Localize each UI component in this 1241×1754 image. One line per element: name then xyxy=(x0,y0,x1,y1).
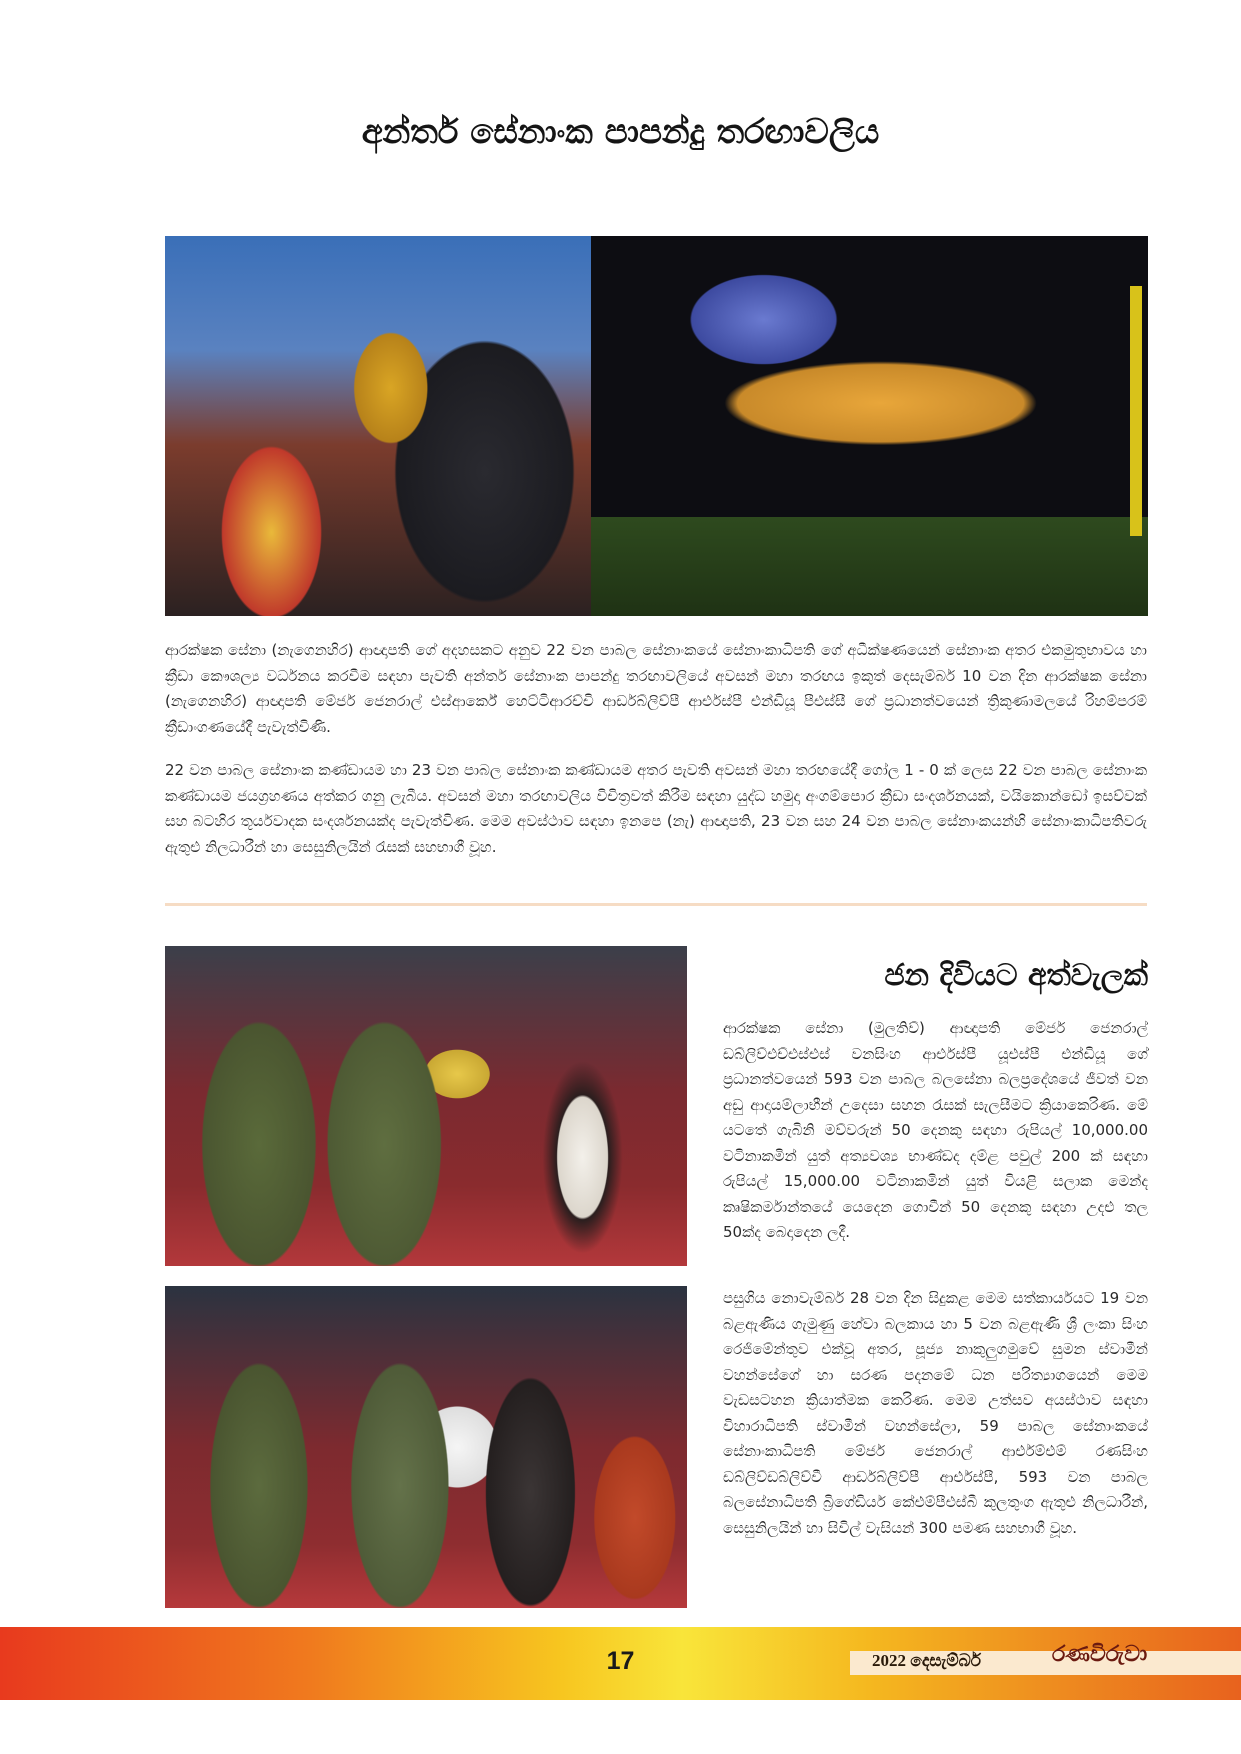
article1-title: අන්තර් සේනාංක පාපන්දු තරඟාවලිය xyxy=(361,112,880,152)
article1-paragraph-1: ආරක්ෂක සේනා (නැගෙනහිර) ආඥාපති ගේ අදහසකට අනුව 22 වන පාබල සේනාංකයේ සේනාංකාධිපති ගේ අධීක්ෂණයෙන් සේනාංක අතර එකමුතුභාවය හා ක්‍රීඩා කෞශල්‍ය වර්ධනය කරවීම සඳහා පැවති අන්තර් සේනාංක පාපන්දු තරඟාවලියේ අවසන් මහා තරඟය ඉකුත් දෙසැම්බර් 10 වන දින ආරක්ෂක සේනා (නැගෙනහිර) ආඥාපති මේජර් ජෙනරාල් එස්ආර්කේ හෙට්ටිආරච්චි ආර්ඩබ්ලිව්පී ආර්එස්පී එන්ඩියූ පීඑස්සී ගේ ප්‍රධානත්වයෙන් ත්‍රිකුණාමලයේ රිහම්පරම් ක්‍රීඩාංගණයේදී පැවැත්විණි. xyxy=(165,641,1147,736)
article2-title: ජන දිවියට අත්වැලක් xyxy=(884,958,1148,993)
article2-paragraph-2: පසුගිය නොවැම්බර් 28 වන දින සිදුකළ මෙම සත්කාර්යයට 19 වන බළඇණිය ගැමුණු හේවා බලකාය හා 5 වන බළඇණි ශ්‍රී ලංකා සිංහ රෙජිමේන්තුව එක්වූ අතර, පූජ්‍ය නාකුලුගමුවේ සුමන ස්වාමීන් වහන්සේගේ හා සරණ පදනමේ ධන පරිත්‍යාගයෙන් මෙම වැඩසටහන ක්‍රියාත්මක කෙරිණ. මෙම උත්සව අයස්ථාව සඳහා විහාරාධිපති ස්වාමීන් වහන්සේලා, 59 පාබල සේනාංකයේ සේනාංකාධිපති මේජර් ජෙනරාල් ආර්එම්එම් රණසිංහ ඩබ්ලිව්ඩබ්ලිව්වී ආර්ඩබ්ලිව්පී ආර්එස්පී, 593 වන පාබල බලසේනාධිපති බ්‍රිගේඩියර් කේඑම්පීඑස්බී කුලතුංග ඇතුළු නිලධාරීන්, සෙසුනිලයින් හා සිවිල් වැසියන් 300 පමණ සහභාගී වූහ. xyxy=(723,1289,1148,1537)
donation-photo-1 xyxy=(165,946,687,1266)
issue-date: 2022 දෙසැම්බර් xyxy=(872,1651,981,1670)
team-group-photo xyxy=(591,236,1148,616)
article2-paragraph-1: ආරක්ෂක සේනා (මුලතිව්) ආඥාපති මේජර් ජෙනරාල් ඩබ්ලිව්එච්එස්එස් වනසිංහ ආර්එස්පී යූඑස්පී එන්ඩියූ ගේ ප්‍රධානත්වයෙන් 593 වන පාබල බලසේනා බලප්‍රදේශයේ ජීවත් වන අඩු ආදායම්ලාභීන් උදෙසා සහන රැසක් සැලසීමට ක්‍රියාකෙරිණ. මේ යටතේ ගැබිනි මව්වරුන් 50 දෙනකු සඳහා රුපියල් 10,000.00 වටිනාකමින් යුත් අත්‍යවශ්‍ය භාණ්ඩද දම්ළ පවුල් 200 ක් සඳහා රුපියල් 15,000.00 වටිනාකමින් යුත් වියළි සලාක මෙන්ද කෘෂිකර්මාන්තයේ යෙදෙන ගොවීන් 50 දෙනකු සඳහා උදළු තල 50ක්ද බෙදාදෙන ලදී. xyxy=(723,1019,1148,1241)
page-number: 17 xyxy=(606,1647,635,1675)
trophy-presentation-photo xyxy=(165,236,591,616)
magazine-brand: රණවිරුවා xyxy=(1052,1642,1148,1667)
donation-photo-2 xyxy=(165,1286,687,1608)
section-divider xyxy=(165,903,1147,906)
flag-decoration xyxy=(1130,286,1142,536)
article1-paragraph-2: 22 වන පාබල සේනාංක කණ්ඩායම හා 23 වන පාබල සේනාංක කණ්ඩායම අතර පැවති අවසන් මහා තරඟයේදී ගෝල 1 - 0 ක් ලෙස 22 වන පාබල සේනාංක කණ්ඩායම ජයග්‍රහණය අත්කර ගනු ලැබීය. අවසන් මහා තරඟාවලිය විචිත්‍රවත් කිරීම සඳහා යුද්ධ හමුදා අංගම්පොර ක්‍රීඩා සංදර්ශනයක්, වයිකොන්ඩෝ ඉසව්වක් සහ බටහිර තූර්යවාදක සංදර්ශනයක්ද පැවැත්විණ. මෙම අවස්ථාව සඳහා ඉනපෙ (නැ) ආඥාපති, 23 වන සහ 24 වන පාබල සේනාංකයන්හි සේනාංකාධිපතිවරු ඇතුළු නිලධාරීන් හා සෙසුනිලයින් රැසක් සහභාගී වූහ. xyxy=(165,761,1147,856)
